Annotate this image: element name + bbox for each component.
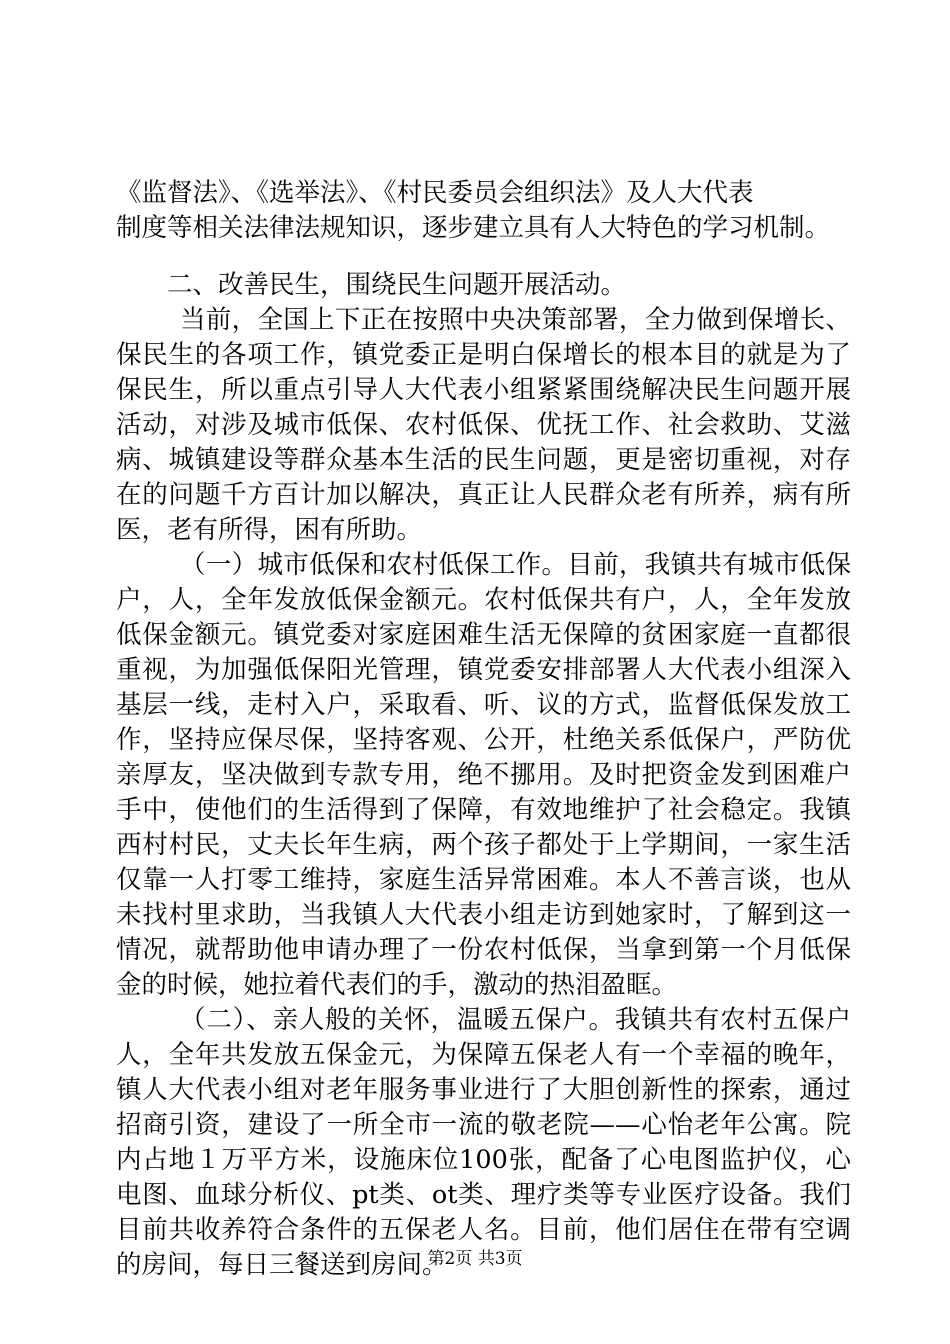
paragraph-2: （一）城市低保和农村低保工作。目前，我镇共有城市低保户，人，全年发放低保金额元。农村低保共有户，人，全年发放低保金额元。镇党委对家庭困难生活无保障的贫困家庭一直都很重视，为加强低保阳光管理，镇党委安排部署人大代表小组深入基层一线，走村入户，采取看、听、议的方式，监督低保发放工作，坚持应保尽保，坚持客观、公开，杜绝关系低保户，严防优亲厚友，坚决做到专款专用，绝不挪用。及时把资金发到困难户手中，使他们的生活得到了保障，有效地维护了社会稳定。我镇西村村民，丈夫长年生病，两个孩子都处于上学期间，一家生活仅靠一人打零工维持，家庭生活异常困难。本人不善言谈，也从未找村里求助，当我镇人大代表小组走访到她家时，了解到这一情况，就帮助他申请办理了一份农村低保，当拿到第一个月低保金的时候，她拉着代表们的手，激动的热泪盈眶。 <box>116 550 851 1000</box>
section-heading: 二、改善民生，围绕民生问题开展活动。 <box>167 270 627 300</box>
page-footer: 第2页 共3页 <box>427 1249 523 1269</box>
paragraph-1: 当前，全国上下正在按照中央决策部署，全力做到保增长、保民生的各项工作，镇党委正是明白保增长的根本目的就是为了保民生，所以重点引导人大代表小组紧紧围绕解决民生问题开展活动，对涉及城市低保、农村低保、优抚工作、社会救助、艾滋病、城镇建设等群众基本生活的民生问题，更是密切重视，对存在的问题千方百计加以解决，真正让人民群众老有所养，病有所医，老有所得，困有所助。 <box>116 305 851 545</box>
paragraph-gap <box>116 246 851 268</box>
paragraph-3: （二）、亲人般的关怀，温暖五保户。我镇共有农村五保户人，全年共发放五保金元，为保障五保老人有一个幸福的晚年，镇人大代表小组对老年服务事业进行了大胆创新性的探索，通过招商引资，建设了一所全市一流的敬老院——心怡老年公寓。院内占地１万平方米，设施床位100张，配备了心电图监护仪，心电图、血球分析仪、pt类、ot类、理疗类等专业医疗设备。我们目前共收养符合条件的五保老人名。目前，他们居住在带有空调的房间，每日三餐送到房间。 <box>116 1005 851 1280</box>
document-body <box>116 176 851 1283</box>
intro-line: 制度等相关法律法规知识，逐步建立具有人大特色的学习机制。 <box>116 213 831 243</box>
intro-paragraph <box>116 176 851 246</box>
intro-line: 《监督法》、《选举法》、《村民委员会组织法》及人大代表 <box>116 178 754 208</box>
